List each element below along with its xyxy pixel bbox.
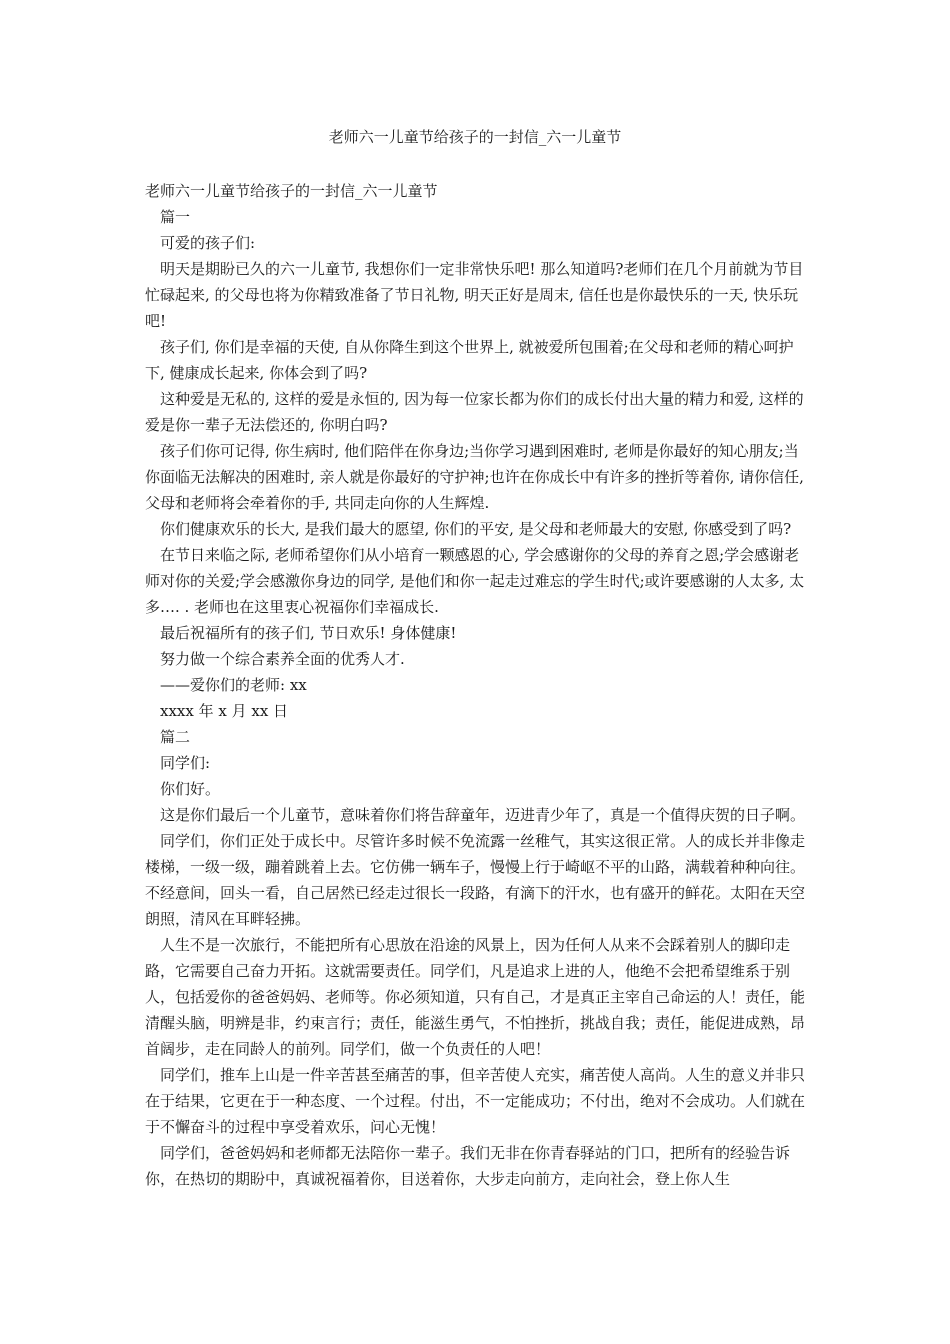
paragraph: 孩子们你可记得, 你生病时, 他们陪伴在你身边;当你学习遇到困难时, 老师是你最好的知心朋友;当你面临无法解决的困难时, 亲人就是你最好的守护神;也许在你成长中有许多的挫折等着你, 请你信任, 父母和老师将会牵着你的手, 共同走向你的人生辉煌. bbox=[145, 442, 804, 512]
section-label: 篇一 bbox=[160, 208, 191, 226]
salutation: 可爱的孩子们: bbox=[160, 234, 256, 252]
document-body bbox=[145, 178, 813, 1192]
paragraph: 同学们，推车上山是一件辛苦甚至痛苦的事，但辛苦使人充实，痛苦使人高尚。人生的意义并非只在于结果，它更在于一种态度、一个过程。付出，不一定能成功；不付出，绝对不会成功。人们就在于不懈奋斗的过程中享受着欢乐，问心无愧！ bbox=[145, 1066, 806, 1136]
paragraph: 这种爱是无私的, 这样的爱是永恒的, 因为每一位家长都为你们的成长付出大量的精力和爱, 这样的爱是你一辈子无法偿还的, 你明白吗? bbox=[145, 390, 804, 434]
paragraph: 同学们，你们正处于成长中。尽管许多时候不免流露一丝稚气，其实这很正常。人的成长并非像走楼梯，一级一级，蹦着跳着上去。它仿佛一辆车子，慢慢上行于崎岖不平的山路，满载着种种向往。不经意间，回头一看，自己居然已经走过很长一段路，有滴下的汗水，也有盛开的鲜花。太阳在天空朗照，清风在耳畔轻拂。 bbox=[145, 832, 806, 928]
paragraph: 在节日来临之际, 老师希望你们从小培育一颗感恩的心, 学会感谢你的父母的养育之恩;学会感谢老师对你的关爱;学会感激你身边的同学, 是他们和你一起走过难忘的学生时代;或许要感谢的人太多, 太多…. . 老师也在这里衷心祝福你们幸福成长. bbox=[145, 546, 805, 616]
salutation: 同学们: bbox=[160, 754, 211, 772]
paragraph: 你们健康欢乐的长大, 是我们最大的愿望, 你们的平安, 是父母和老师最大的安慰, 你感受到了吗? bbox=[160, 520, 792, 538]
section-label: 篇二 bbox=[160, 728, 191, 746]
paragraph: 这是你们最后一个儿童节，意味着你们将告辞童年，迈进青少年了，真是一个值得庆贺的日子啊。 bbox=[160, 806, 806, 824]
date-line: xxxx 年 x 月 xx 日 bbox=[160, 702, 289, 720]
signature: ——爱你们的老师: xx bbox=[160, 676, 307, 694]
paragraph: 孩子们, 你们是幸福的天使, 自从你降生到这个世界上, 就被爱所包围着;在父母和老师的精心呵护下, 健康成长起来, 你体会到了吗? bbox=[145, 338, 794, 382]
paragraph: 明天是期盼已久的六一儿童节, 我想你们一定非常快乐吧! 那么知道吗?老师们在几个月前就为节目忙碌起来, 的父母也将为你精致准备了节日礼物, 明天正好是周末, 信任也是你最快乐的一天, 快乐玩吧! bbox=[145, 260, 804, 330]
paragraph: 同学们，爸爸妈妈和老师都无法陪你一辈子。我们无非在你青春驿站的门口，把所有的经验告诉你，在热切的期盼中，真诚祝福着你，目送着你，大步走向前方，走向社会，登上你人生 bbox=[145, 1144, 791, 1188]
article-heading: 老师六一儿童节给孩子的一封信_六一儿童节 bbox=[145, 182, 438, 200]
paragraph: 最后祝福所有的孩子们, 节日欢乐! 身体健康! bbox=[160, 624, 457, 642]
paragraph: 努力做一个综合素养全面的优秀人才. bbox=[160, 650, 405, 668]
paragraph: 人生不是一次旅行，不能把所有心思放在沿途的风景上，因为任何人从来不会踩着别人的脚印走路，它需要自己奋力开拓。这就需要责任。同学们，凡是追求上进的人，他绝不会把希望维系于别人，包括爱你的爸爸妈妈、老师等。你必须知道，只有自己，才是真正主宰自己命运的人！责任，能清醒头脑，明辨是非，约束言行；责任，能滋生勇气，不怕挫折，挑战自我；责任，能促进成熟，昂首阔步，走在同龄人的前列。同学们，做一个负责任的人吧！ bbox=[145, 936, 806, 1058]
page-title: 老师六一儿童节给孩子的一封信_六一儿童节 bbox=[328, 128, 622, 146]
greeting: 你们好。 bbox=[160, 780, 221, 798]
